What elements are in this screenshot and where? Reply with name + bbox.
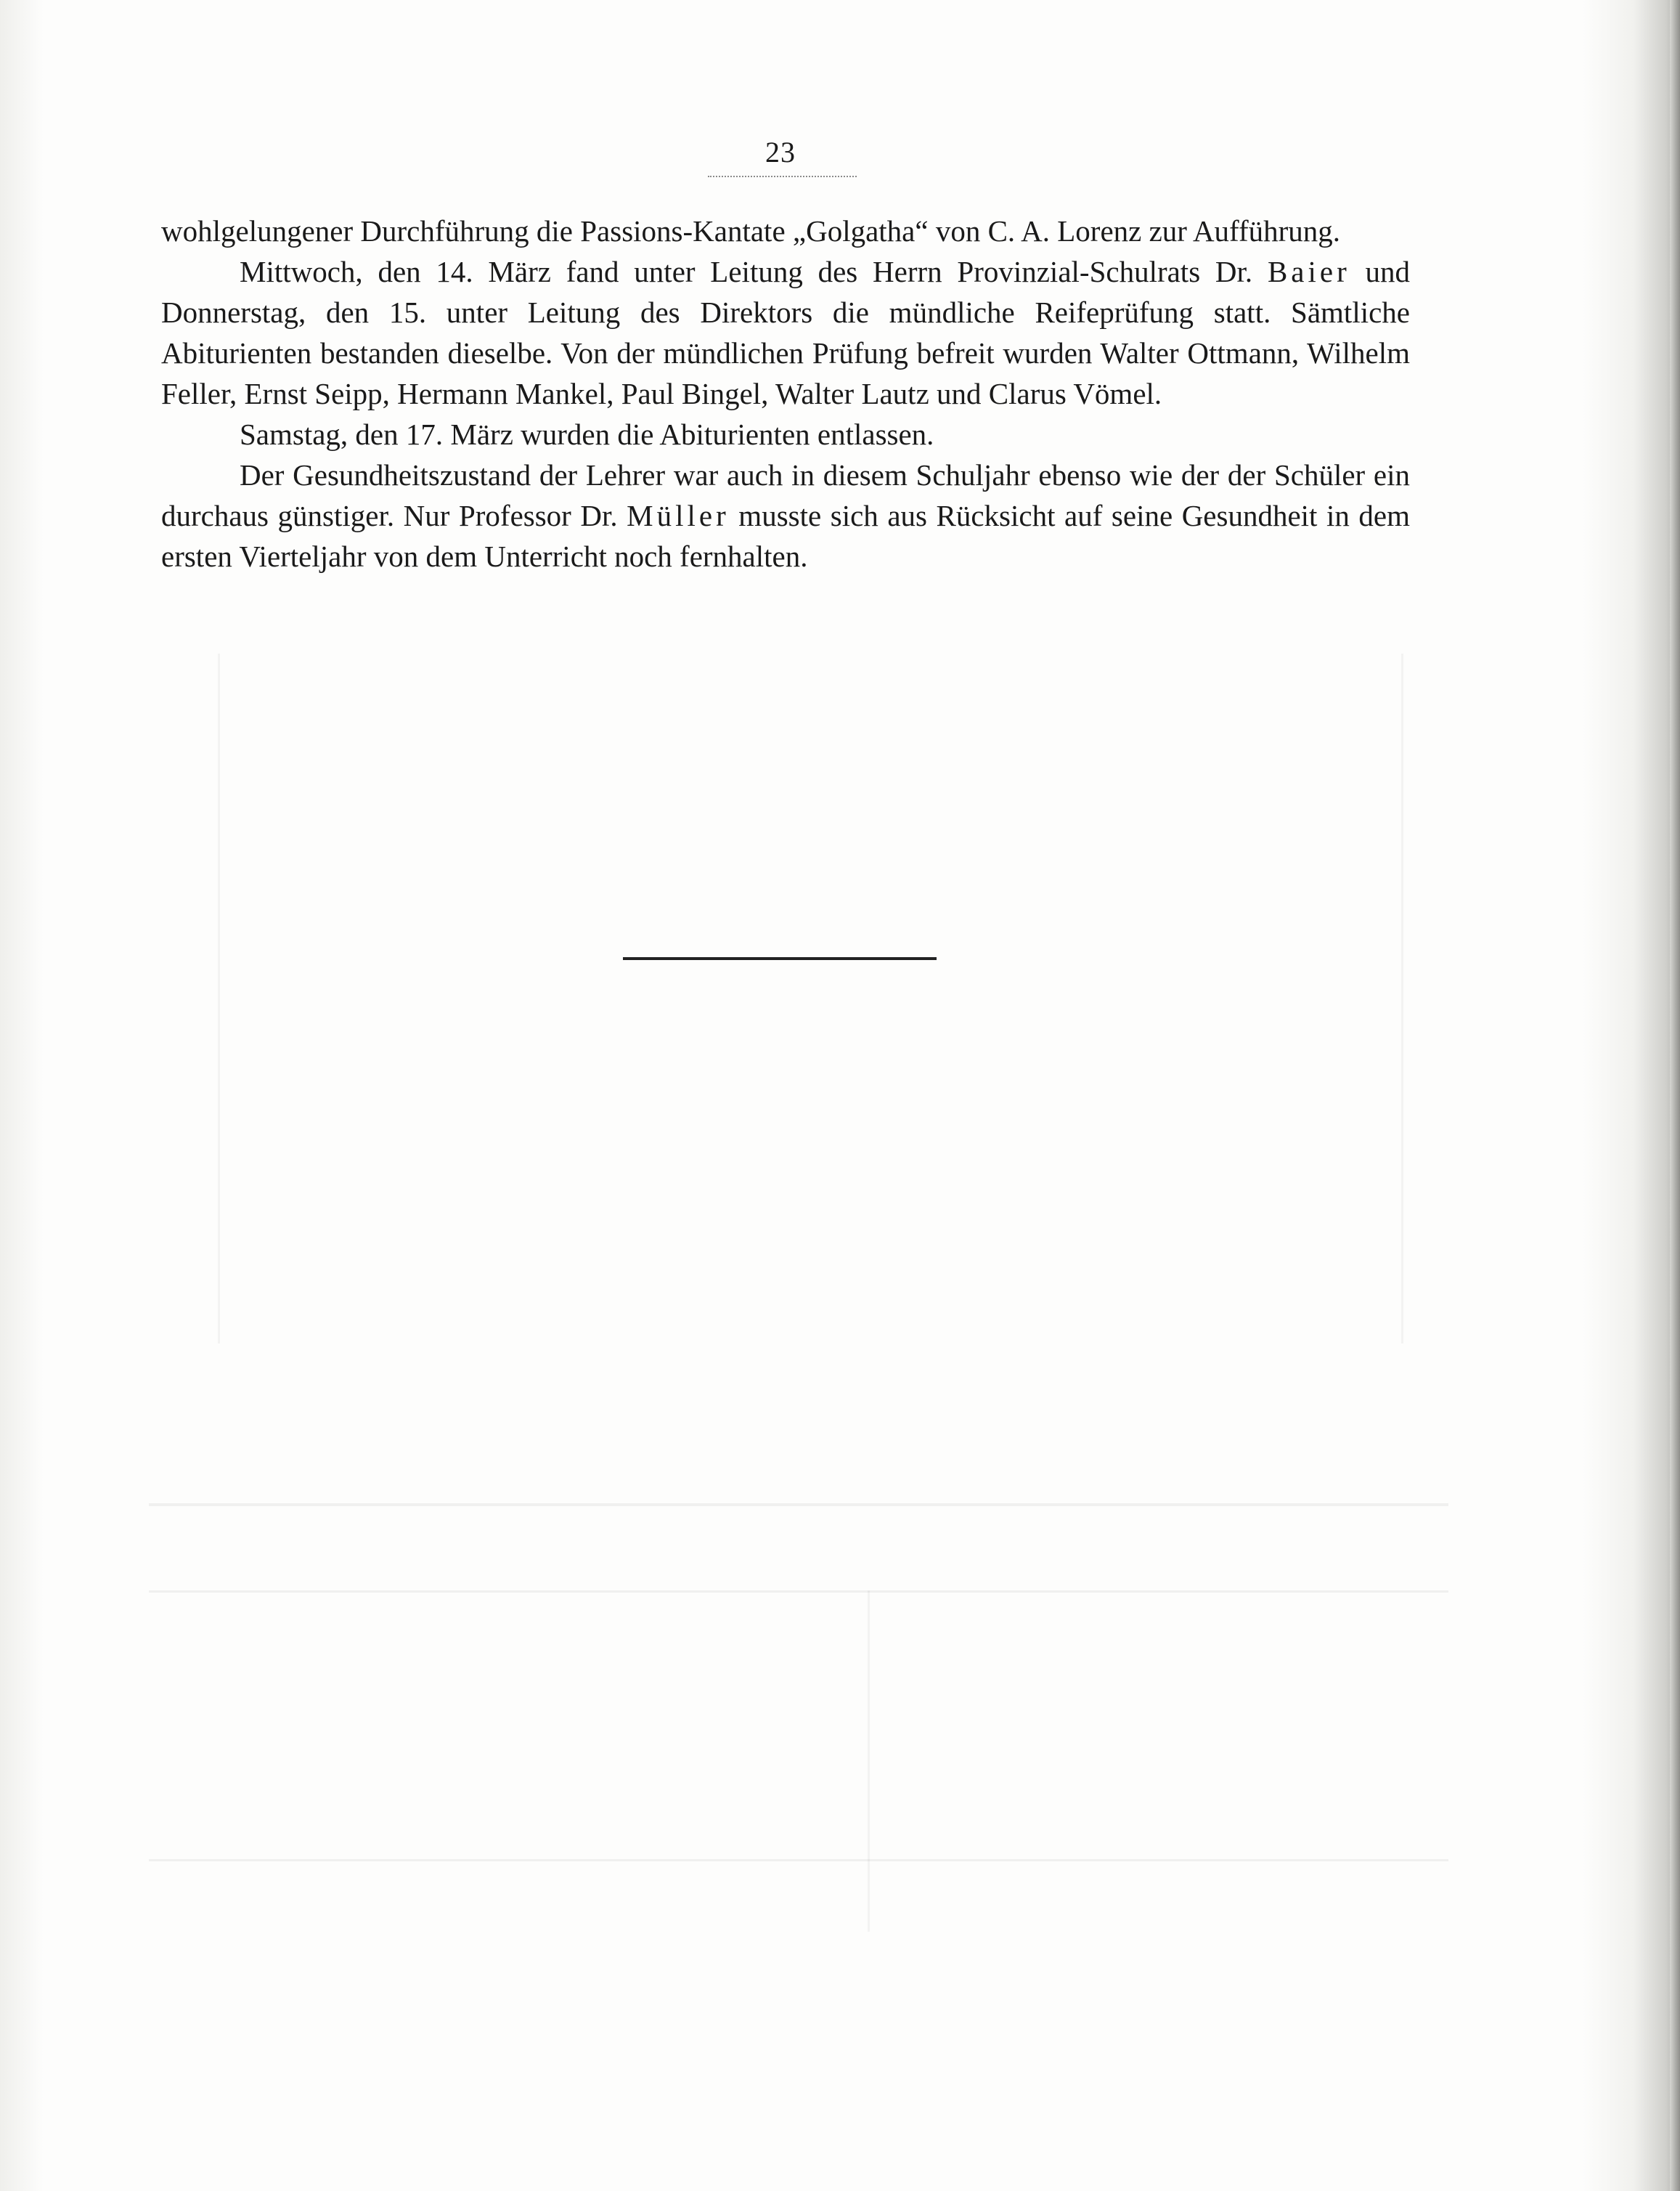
- page-number-ornament: [708, 173, 857, 177]
- paragraph-text: und Donnerstag, den 15. unter Leitung des Direktors die mündliche Reifeprüfung statt. Sämtliche Abiturienten bestanden dieselbe. Von der mündlichen Prüfung befreit wurden Walter Ottmann, Wilhelm Feller, Ernst Seipp, Hermann Mankel, Paul Bingel, Walter Lautz und Clarus Vömel.: [161, 255, 1410, 410]
- bleed-through-rule: [149, 1503, 1448, 1506]
- bleed-through-rule: [1401, 654, 1403, 1344]
- paragraph-text: wohlgelungener Durchführung die Passions-Kantate „Golgatha“ von C. A. Lorenz zur Aufführung.: [161, 214, 1341, 248]
- body-text: [161, 211, 1410, 577]
- paragraph-text: Mittwoch, den 14. März fand unter Leitung des Herrn Provinzial-Schulrats Dr.: [240, 255, 1268, 288]
- paragraph: [161, 251, 1410, 414]
- spaced-name: Baier: [1267, 255, 1350, 288]
- paragraph-text: musste sich aus Rücksicht auf seine Gesundheit in dem ersten Vierteljahr von dem Unterricht noch fernhalten.: [161, 499, 1411, 573]
- paragraph: [161, 211, 1410, 251]
- paragraph: [161, 414, 1410, 455]
- paragraph-text: Samstag, den 17. März wurden die Abiturienten entlassen.: [240, 418, 934, 451]
- section-end-rule: [623, 957, 937, 960]
- paragraph: [161, 455, 1410, 577]
- paragraph-text: Der Gesundheitszustand der Lehrer war auch in diesem Schuljahr ebenso wie der der Schüler ein durchaus günstiger. Nur Professor Dr.: [161, 458, 1410, 532]
- spaced-name: Müller: [627, 499, 730, 532]
- bleed-through-rule: [149, 1859, 1448, 1861]
- page-edge-shadow: [1670, 0, 1680, 2191]
- bleed-through-rule: [868, 1590, 870, 1932]
- page-number: 23: [765, 136, 796, 168]
- bleed-through-rule: [218, 654, 220, 1344]
- bleed-through-rule: [149, 1590, 1448, 1593]
